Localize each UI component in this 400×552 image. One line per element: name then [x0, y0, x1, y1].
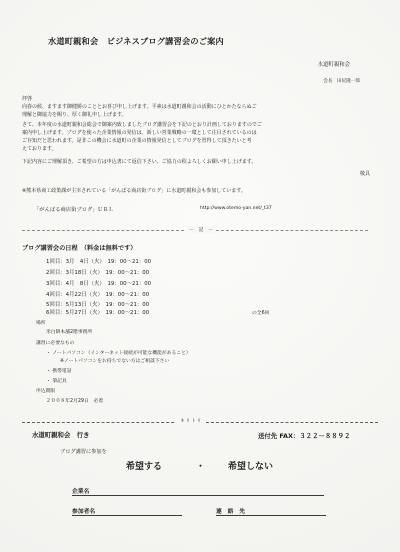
- sender-org: 水道町親和会: [317, 62, 350, 68]
- schedule-total: の全6回: [252, 311, 270, 316]
- letter-line: 向春の候、ますます御健勝のこととお喜び申し上げます。平素は水道町親和会の活動にひとかたならぬご: [22, 104, 257, 110]
- letter-line: 案内申し上げます。ブログを使った企業情報の発信は、新しい営業戦略の一環として注目されているのは: [22, 130, 257, 136]
- participant-field[interactable]: [72, 515, 182, 516]
- company-field[interactable]: [72, 495, 324, 496]
- requirement-item: ・ ノートパソコン（インターネット接続が可能な機能があること）: [46, 351, 191, 356]
- blog-url[interactable]: http://www.otemo-yan.net/_t37: [200, 206, 272, 211]
- sender-representative: 会長 田尻隆一郎: [323, 79, 360, 84]
- choice-no[interactable]: 希望しない: [228, 462, 274, 472]
- letter-closing: 敬具: [359, 171, 370, 177]
- record-label: － 記 －: [186, 226, 216, 233]
- venue-label: 場所: [36, 321, 46, 326]
- participant-label: 参加者名: [72, 509, 96, 515]
- choice-separator: ・: [196, 462, 206, 472]
- schedule-row: 4回目：4月22日（火） 19：00～21：00: [46, 292, 150, 298]
- schedule-row: 3回目：4月 8日（火） 19：00～21：00: [46, 281, 152, 287]
- letter-line: ご存知だと思われます。是非この機会に水道町の企業の情報発信としてブログを習得して頂きたいと考: [22, 138, 252, 144]
- company-label: 企業名: [72, 489, 90, 495]
- page-title: 水道町親和会 ビジネスブログ講習会のご案内: [48, 36, 224, 46]
- form-ask: ブログ講習に参加を: [60, 449, 107, 455]
- blog-note: ※熊本県商工政策課が主宰されている「がんばる商店街ブログ」に水道町親和会も参加しています。: [22, 188, 246, 194]
- schedule-row: 2回目：3月18日（火） 19：00～21：00: [46, 270, 150, 276]
- cut-label: キリトリ: [176, 418, 206, 424]
- requirement-item: ・ 携帯電話: [46, 369, 72, 374]
- letter-opening: 拝啓: [22, 96, 33, 102]
- requirement-item: ・ 筆記具: [46, 379, 67, 384]
- form-fax: 送付先 FAX：３２２－８８９２: [258, 432, 351, 440]
- contact-label: 連 絡 先: [216, 509, 245, 515]
- requirement-note: ※ノートパソコンをお持ちでない方はご相談下さい: [60, 359, 170, 364]
- blog-label: 「がんばる商店街ブログ」ＵＲＬ: [34, 207, 114, 213]
- contact-field[interactable]: [216, 515, 326, 516]
- letter-line: 理解と御協力を賜り、厚く御礼申し上げます。: [22, 112, 127, 118]
- letter-line: 下記内容にご理解頂き、ご希望の方は申込書にて返信下さい。ご協力の程よろしくお願い申し上げます。: [22, 159, 257, 165]
- schedule-row: 6回目：5月27日（火） 19：00～21：00: [46, 310, 150, 316]
- choice-yes[interactable]: 希望する: [126, 462, 163, 472]
- letter-line: さて、本年度の水道町親和会総会で御案内致しましたブログ講習会を下記のとおり計画しておりますのでご: [22, 122, 262, 128]
- venue-value: 米白餅本舗2階事務所: [46, 330, 93, 335]
- deadline-value: ２００８年2月29日 必着: [46, 399, 104, 404]
- deadline-label: 申込期限: [36, 389, 56, 394]
- schedule-heading: ブログ講習会の日程 （料金は無料です）: [22, 245, 137, 252]
- schedule-row: 5回目：5月13日（火） 19：00～21：00: [46, 302, 150, 308]
- form-recipient: 水道町親和会 行き: [32, 431, 90, 439]
- requirements-label: 講習に必要なもの: [36, 341, 75, 346]
- schedule-row: 1回目：3月 4日（火） 19：00～21：00: [46, 259, 152, 265]
- letter-line: えております。: [22, 146, 57, 152]
